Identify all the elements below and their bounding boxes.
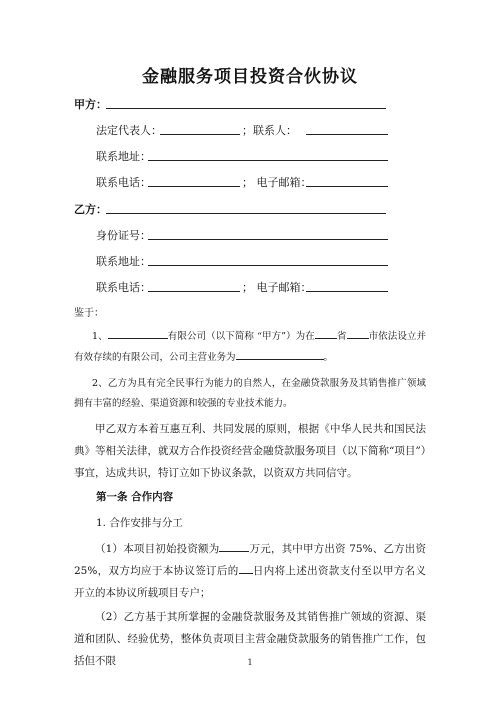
legal-rep-label: 法定代表人： (96, 124, 162, 137)
party-b-phone-label: 联系电话： (96, 281, 151, 294)
party-a-phone-blank[interactable] (148, 186, 240, 187)
party-b-email-label: ； 电子邮箱： (242, 281, 312, 294)
contact-label: ；联系人： (242, 124, 297, 137)
item-1-text-b: 万元，其中甲方出资 75%、乙方出资 25%，双方均应于本协议签订后的 (74, 543, 426, 577)
company-name-blank[interactable] (108, 326, 168, 339)
investment-amount-blank[interactable] (219, 539, 249, 552)
city-blank[interactable] (347, 326, 369, 339)
party-a-address-label: 联系地址： (96, 150, 151, 163)
party-a-email-blank[interactable] (306, 186, 388, 187)
contact-blank[interactable] (306, 134, 388, 135)
recital-1-prefix: 1、 (92, 331, 108, 342)
item-1-text-c: 日内将上述出资款支付至以甲方名义开立的本协议所载项目专户； (74, 565, 426, 599)
item-2: （2）乙方基于其所掌握的金融贷款服务及其销售推广领域的资源、渠道和团队、经验优势，整体负责项目主营金融贷款服务的销售推广工作，包括但不限 (74, 611, 426, 667)
province-blank[interactable] (315, 326, 337, 339)
article-1-title: 第一条 合作内容 (96, 491, 174, 503)
days-blank[interactable] (239, 561, 253, 574)
party-a-address-blank[interactable] (148, 160, 388, 161)
clause-1-title: 1. 合作安排与分工 (96, 517, 183, 529)
recital-1-text-c: 市依法设立并有效存续的有限公司，公司主营业务为 (74, 331, 426, 363)
recital-2: 2、乙方为具有完全民事行为能力的自然人，在金融贷款服务及其销售推广领域拥有丰富的经验、渠道资源和较强的专业技术能力。 (74, 378, 426, 409)
party-b-email-blank[interactable] (306, 291, 388, 292)
party-b-address-blank[interactable] (148, 265, 388, 266)
party-b-phone-blank[interactable] (148, 291, 240, 292)
recital-1-text-a: 有限公司（以下简称 “甲方”）为在 (167, 331, 315, 342)
party-a-label: 甲方： (74, 98, 107, 111)
recital-1-text-b: 省 (336, 331, 347, 342)
intro-paragraph: 甲乙双方本着互惠互利、共同发展的原则，根据《中华人民共和国民法典》等相关法律，就双方合作投资经营金融贷款服务项目（以下简称“项目”）事宜，达成共识，特订立如下协议条款，以资双方共同信守。 (74, 423, 426, 479)
main-business-blank[interactable] (236, 347, 324, 360)
party-a-phone-label: 联系电话： (96, 176, 151, 189)
id-number-blank[interactable] (148, 239, 388, 240)
party-a-email-label: ； 电子邮箱： (242, 176, 312, 189)
party-b-address-label: 联系地址： (96, 255, 151, 268)
item-1-text-a: （1）本项目初始投资额为 (95, 543, 220, 555)
item-1 (74, 538, 426, 604)
party-b-label: 乙方： (74, 203, 107, 216)
party-b-name-blank[interactable] (106, 213, 386, 214)
whereas-label: 鉴于： (74, 308, 104, 319)
page-number: 1 (247, 658, 253, 667)
legal-rep-blank[interactable] (160, 134, 240, 135)
recital-1-end: 。 (323, 352, 334, 363)
id-number-label: 身份证号： (96, 229, 151, 242)
recital-1 (74, 326, 426, 368)
party-a-name-blank[interactable] (106, 108, 386, 109)
document-title: 金融服务项目投资合伙协议 (142, 67, 358, 87)
